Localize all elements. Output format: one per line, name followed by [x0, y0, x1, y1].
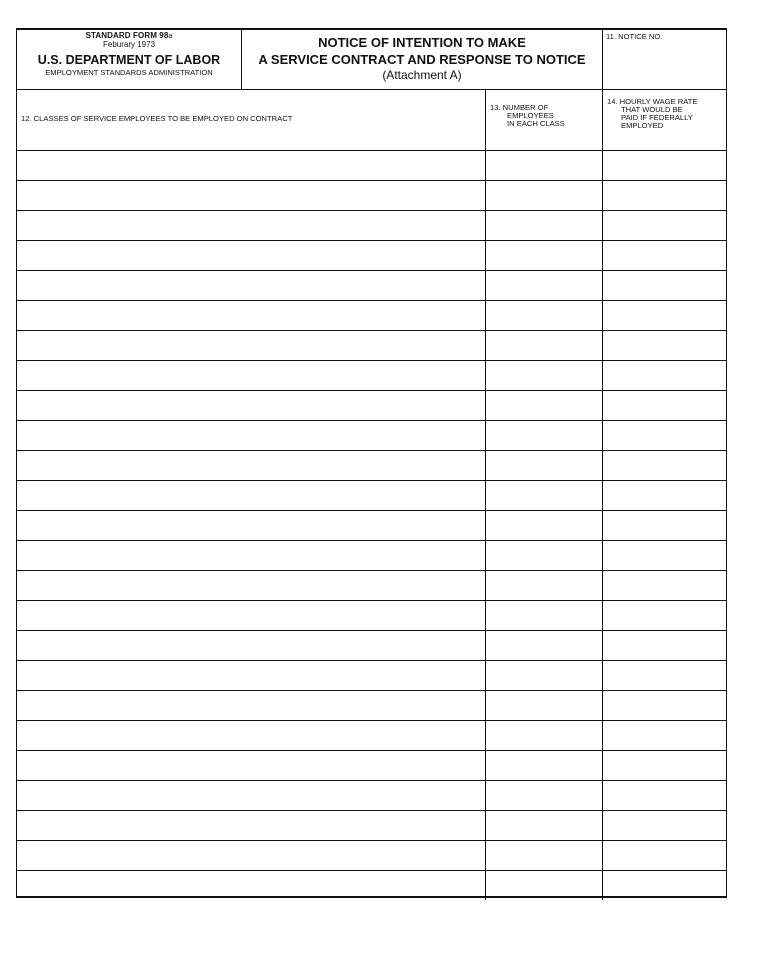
department-name: U.S. DEPARTMENT OF LABOR [37, 53, 221, 67]
table-row [17, 150, 726, 180]
number-header-line-3: IN EACH CLASS [507, 119, 565, 128]
wage-cell[interactable] [602, 331, 727, 360]
class-cell[interactable] [17, 871, 485, 900]
form-title [242, 30, 602, 89]
number-cell[interactable] [485, 181, 602, 210]
class-cell[interactable] [17, 361, 485, 390]
agency-block [17, 30, 242, 89]
number-cell[interactable] [485, 361, 602, 390]
wage-cell[interactable] [602, 361, 727, 390]
form-number-text: STANDARD FORM 98 [85, 31, 169, 40]
notice-no-field[interactable] [602, 30, 727, 89]
wage-cell[interactable] [602, 811, 727, 840]
table-row [17, 360, 726, 390]
class-cell[interactable] [17, 421, 485, 450]
number-cell[interactable] [485, 811, 602, 840]
number-cell[interactable] [485, 301, 602, 330]
table-row [17, 600, 726, 630]
table-row [17, 300, 726, 330]
class-cell[interactable] [17, 541, 485, 570]
number-cell[interactable] [485, 421, 602, 450]
class-cell[interactable] [17, 811, 485, 840]
wage-cell[interactable] [602, 151, 727, 180]
table-row [17, 540, 726, 570]
table-row [17, 450, 726, 480]
class-cell[interactable] [17, 841, 485, 870]
table-row [17, 750, 726, 780]
wage-cell[interactable] [602, 871, 727, 900]
wage-cell[interactable] [602, 841, 727, 870]
title-line-3: (Attachment A) [382, 68, 462, 82]
number-cell[interactable] [485, 571, 602, 600]
wage-cell[interactable] [602, 421, 727, 450]
wage-cell[interactable] [602, 181, 727, 210]
table-row [17, 570, 726, 600]
form-header [16, 30, 727, 90]
wage-cell[interactable] [602, 781, 727, 810]
number-cell[interactable] [485, 271, 602, 300]
class-cell[interactable] [17, 481, 485, 510]
table-row [17, 720, 726, 750]
form-number-suffix: a [168, 33, 173, 40]
table-row [17, 270, 726, 300]
class-cell[interactable] [17, 301, 485, 330]
table-row [17, 840, 726, 870]
class-cell[interactable] [17, 181, 485, 210]
class-cell[interactable] [17, 511, 485, 540]
wage-cell[interactable] [602, 211, 727, 240]
column-header-wage [602, 90, 727, 150]
class-cell[interactable] [17, 241, 485, 270]
wage-cell[interactable] [602, 631, 727, 660]
administration-name: EMPLOYMENT STANDARDS ADMINISTRATION [45, 68, 213, 77]
wage-cell[interactable] [602, 601, 727, 630]
wage-header-line-1: 14. HOURLY WAGE RATE [607, 97, 698, 106]
notice-no-label: 11. NOTICE NO. [606, 32, 663, 41]
number-cell[interactable] [485, 211, 602, 240]
class-cell[interactable] [17, 661, 485, 690]
wage-cell[interactable] [602, 571, 727, 600]
class-cell[interactable] [17, 631, 485, 660]
number-cell[interactable] [485, 721, 602, 750]
table-row [17, 210, 726, 240]
number-cell[interactable] [485, 631, 602, 660]
number-header-line-2: EMPLOYEES [507, 111, 554, 120]
table-row [17, 180, 726, 210]
table-row [17, 480, 726, 510]
wage-cell[interactable] [602, 511, 727, 540]
wage-cell[interactable] [602, 451, 727, 480]
class-cell[interactable] [17, 601, 485, 630]
title-line-1: NOTICE OF INTENTION TO MAKE [318, 35, 526, 50]
number-cell[interactable] [485, 331, 602, 360]
table-row [17, 390, 726, 420]
wage-cell[interactable] [602, 481, 727, 510]
number-cell[interactable] [485, 541, 602, 570]
number-cell[interactable] [485, 451, 602, 480]
number-cell[interactable] [485, 481, 602, 510]
number-cell[interactable] [485, 391, 602, 420]
number-cell[interactable] [485, 871, 602, 900]
number-cell[interactable] [485, 751, 602, 780]
column-header-classes: 12. CLASSES OF SERVICE EMPLOYEES TO BE EMPLOYED ON CONTRACT [21, 114, 293, 123]
class-cell[interactable] [17, 781, 485, 810]
number-cell[interactable] [485, 841, 602, 870]
table-row [17, 420, 726, 450]
wage-cell[interactable] [602, 691, 727, 720]
number-cell[interactable] [485, 511, 602, 540]
number-header-line-1: 13. NUMBER OF [490, 103, 549, 112]
column-header-number [485, 90, 602, 150]
class-cell[interactable] [17, 151, 485, 180]
number-cell[interactable] [485, 601, 602, 630]
class-cell[interactable] [17, 451, 485, 480]
table-row [17, 330, 726, 360]
number-cell[interactable] [485, 781, 602, 810]
class-cell[interactable] [17, 331, 485, 360]
wage-cell[interactable] [602, 241, 727, 270]
wage-cell[interactable] [602, 721, 727, 750]
class-cell[interactable] [17, 571, 485, 600]
class-cell[interactable] [17, 391, 485, 420]
wage-cell[interactable] [602, 751, 727, 780]
table-row [17, 240, 726, 270]
number-cell[interactable] [485, 691, 602, 720]
form-number [17, 31, 241, 40]
wage-cell[interactable] [602, 661, 727, 690]
form-date: Feburary 1973 [102, 40, 156, 49]
wage-header-line-3: PAID IF FEDERALLY [621, 113, 693, 122]
table-row [17, 780, 726, 810]
form-sf98a [16, 28, 727, 898]
wage-cell[interactable] [602, 301, 727, 330]
table-row [17, 870, 726, 900]
column-headers [16, 90, 727, 150]
employee-classes-table [16, 150, 727, 898]
class-cell[interactable] [17, 271, 485, 300]
table-row [17, 510, 726, 540]
wage-cell[interactable] [602, 541, 727, 570]
number-cell[interactable] [485, 241, 602, 270]
class-cell[interactable] [17, 721, 485, 750]
table-row [17, 660, 726, 690]
wage-header-line-2: THAT WOULD BE [621, 105, 683, 114]
number-cell[interactable] [485, 661, 602, 690]
class-cell[interactable] [17, 211, 485, 240]
table-row [17, 630, 726, 660]
wage-cell[interactable] [602, 271, 727, 300]
table-row [17, 690, 726, 720]
table-row [17, 810, 726, 840]
wage-cell[interactable] [602, 391, 727, 420]
wage-header-line-4: EMPLOYED [621, 121, 664, 130]
class-cell[interactable] [17, 691, 485, 720]
number-cell[interactable] [485, 151, 602, 180]
title-line-2: A SERVICE CONTRACT AND RESPONSE TO NOTICE [258, 52, 586, 67]
class-cell[interactable] [17, 751, 485, 780]
